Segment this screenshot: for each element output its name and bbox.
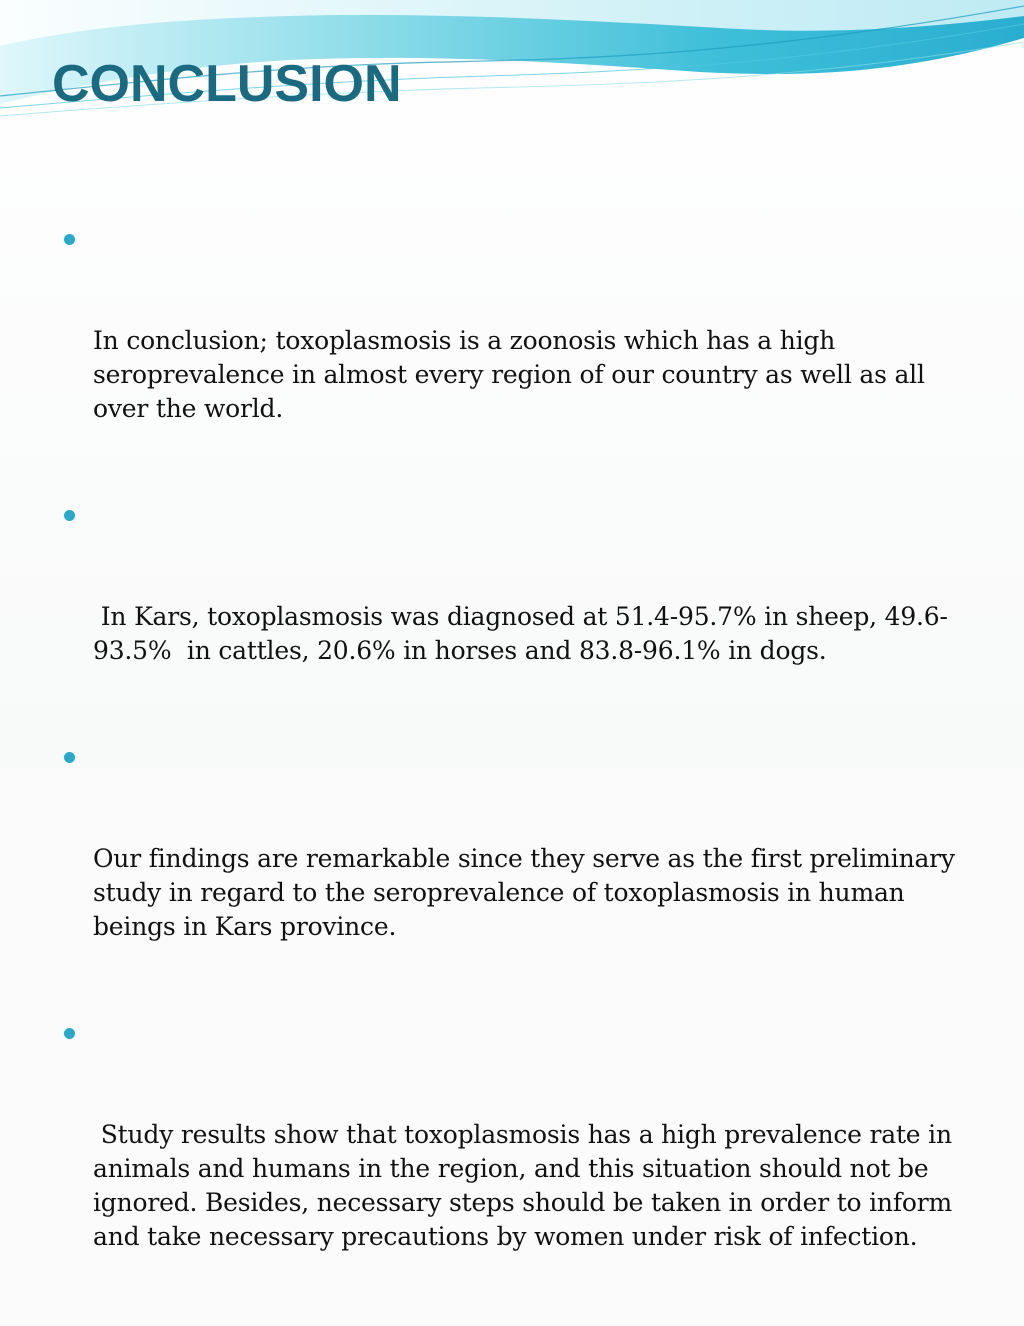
- bullet-text: In Kars, toxoplasmosis was diagnosed at 51.4-95.7% in sheep, 49.6-93.5% in cattles, 20.6% in horses and 83.8-96.1% in dogs.: [93, 602, 948, 665]
- bullet-item: [64, 222, 964, 494]
- bullet-text: Our findings are remarkable since they serve as the first preliminary study in regard to the seroprevalence of toxoplasmosis in human beings in Kars province.: [93, 844, 963, 941]
- bullet-dot-icon: [64, 1028, 75, 1039]
- bullet-item: [64, 1016, 964, 1322]
- bullet-dot-icon: [64, 510, 75, 521]
- bullet-dot-icon: [64, 752, 75, 763]
- bullet-dot-icon: [64, 234, 75, 245]
- bullet-item: [64, 740, 964, 1012]
- bullet-text: In conclusion; toxoplasmosis is a zoonosis which has a high seroprevalence in almost every region of our country as well as all over the world.: [93, 326, 933, 423]
- bullet-text: Study results show that toxoplasmosis has a high prevalence rate in animals and humans in the region, and this situation should not be ignored. Besides, necessary steps should be taken in order to inform and take necessary precautions by women under risk of infection.: [93, 1120, 960, 1251]
- slide-title: CONCLUSION: [52, 55, 402, 113]
- bullet-list: [64, 222, 964, 1326]
- bullet-item: [64, 498, 964, 736]
